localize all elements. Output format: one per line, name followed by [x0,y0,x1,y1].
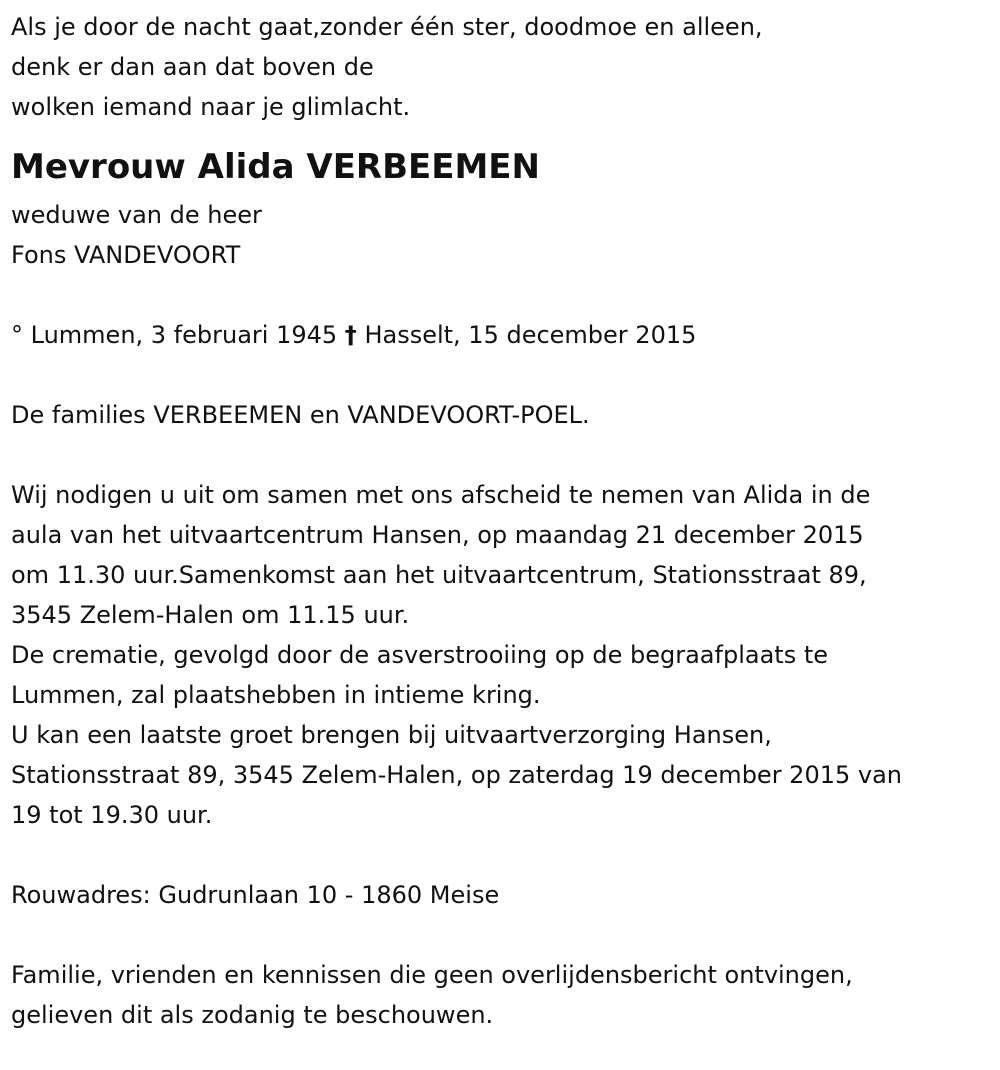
spacer [11,835,991,875]
dates-line [11,315,991,355]
cross-icon: † [344,321,357,349]
closing-line-2: gelieven dit als zodanig te beschouwen. [11,1001,494,1029]
poem-line-1: Als je door de nacht gaat,zonder één ster, doodmoe en alleen, [11,13,763,41]
invitation-line-6: Lummen, zal plaatshebben in intieme kring. [11,681,541,709]
birth-info: ° Lummen, 3 februari 1945 [11,321,338,349]
closing-line-1: Familie, vrienden en kennissen die geen overlijdensbericht ontvingen, [11,961,853,989]
spacer [11,915,991,955]
poem [11,7,991,127]
spacer [11,355,991,395]
invitation-line-1: Wij nodigen u uit om samen met ons afscheid te nemen van Alida in de [11,481,871,509]
families-line: De families VERBEEMEN en VANDEVOORT-POEL. [11,401,590,429]
invitation-line-4: 3545 Zelem-Halen om 11.15 uur. [11,601,410,629]
death-info: Hasselt, 15 december 2015 [364,321,697,349]
relation-text: weduwe van de heer [11,201,262,229]
spouse-name: Fons VANDEVOORT [11,241,241,269]
mourning-address: Rouwadres: Gudrunlaan 10 - 1860 Meise [11,881,500,909]
obituary-notice [11,7,991,1035]
invitation-line-2: aula van het uitvaartcentrum Hansen, op maandag 21 december 2015 [11,521,864,549]
invitation-line-8: Stationsstraat 89, 3545 Zelem-Halen, op zaterdag 19 december 2015 van [11,761,903,789]
invitation-line-7: U kan een laatste groet brengen bij uitvaartverzorging Hansen, [11,721,772,749]
invitation-line-5: De crematie, gevolgd door de asverstrooiing op de begraafplaats te [11,641,828,669]
poem-line-2: denk er dan aan dat boven de [11,53,374,81]
invitation-line-9: 19 tot 19.30 uur. [11,801,213,829]
spacer [11,275,991,315]
poem-line-3: wolken iemand naar je glimlacht. [11,93,411,121]
deceased-name: Mevrouw Alida VERBEEMEN [11,147,540,187]
invitation-paragraph [11,475,991,835]
closing-paragraph [11,955,991,1035]
invitation-line-3: om 11.30 uur.Samenkomst aan het uitvaartcentrum, Stationsstraat 89, [11,561,867,589]
spacer [11,435,991,475]
